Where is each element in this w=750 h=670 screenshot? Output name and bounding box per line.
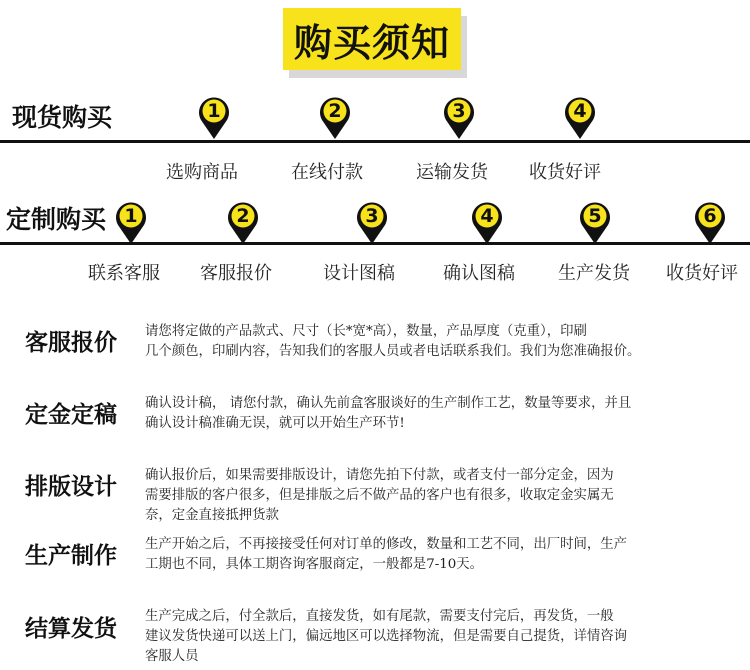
custom-step-marker <box>355 201 389 245</box>
info-text-line: 客服人员 <box>145 649 199 664</box>
stock-step-marker <box>197 96 231 140</box>
custom-section-title: 定制购买 <box>6 205 107 234</box>
info-text-line: 确认设计稿准确无误，就可以开始生产环节! <box>145 416 405 431</box>
info-title: 排版设计 <box>25 474 117 500</box>
info-text <box>145 607 745 667</box>
step-number: 3 <box>452 100 466 122</box>
info-text-line: 建议发货快递可以送上门，偏远地区可以选择物流，但是需要自己提货，详情咨询 <box>145 629 628 644</box>
info-title: 客服报价 <box>25 330 117 356</box>
info-text-line: 确认报价后，如果需要排版设计，请您先拍下付款，或者支付一部分定金，因为 <box>145 468 614 483</box>
step-label: 客服报价 <box>200 263 272 284</box>
info-text <box>145 394 745 434</box>
banner-title: 购买须知 <box>283 8 461 70</box>
step-label: 生产发货 <box>558 263 630 284</box>
step-number: 2 <box>328 100 342 122</box>
step-number: 4 <box>480 205 494 227</box>
custom-step-marker <box>226 201 260 245</box>
step-number: 1 <box>207 100 221 122</box>
info-text-line: 生产开始之后，不再接接受任何对订单的修改，数量和工艺不同，出厂时间，生产 <box>145 537 628 552</box>
step-number: 2 <box>236 205 250 227</box>
step-number: 1 <box>124 205 138 227</box>
info-text <box>145 466 745 526</box>
info-text <box>145 535 745 575</box>
step-label: 收货好评 <box>666 263 738 284</box>
info-title: 生产制作 <box>25 543 117 569</box>
info-text-line: 请您将定做的产品款式、尺寸（长*宽*高），数量，产品厚度（克重），印刷 <box>145 324 587 339</box>
step-number: 3 <box>365 205 379 227</box>
stock-step-marker <box>563 96 597 140</box>
step-label: 联系客服 <box>88 263 160 284</box>
info-text-line: 工期也不同，具体工期咨询客服商定，一般都是7-10天。 <box>145 557 484 572</box>
info-text-line: 奈，定金直接抵押货款 <box>145 508 279 523</box>
info-text-line: 确认设计稿， 请您付款，确认先前盒客服谈好的生产制作工艺，数量等要求，并且 <box>145 396 632 411</box>
custom-step-marker <box>114 201 148 245</box>
stock-section-title: 现货购买 <box>12 103 113 132</box>
step-label: 确认图稿 <box>443 263 515 284</box>
custom-step-marker <box>693 201 727 245</box>
step-label: 在线付款 <box>291 162 363 183</box>
info-text-line: 几个颜色，印刷内容，告知我们的客服人员或者电话联系我们。我们为您准确报价。 <box>145 344 641 359</box>
info-text-line: 需要排版的客户很多，但是排版之后不做产品的客户也有很多，收取定金实属无 <box>145 488 614 503</box>
step-number: 4 <box>573 100 587 122</box>
step-label: 设计图稿 <box>323 263 395 284</box>
stock-step-marker <box>318 96 352 140</box>
custom-step-marker <box>470 201 504 245</box>
step-number: 6 <box>703 205 717 227</box>
step-number: 5 <box>588 205 602 227</box>
banner <box>283 8 468 80</box>
stock-step-marker <box>442 96 476 140</box>
step-label: 选购商品 <box>166 162 238 183</box>
step-label: 运输发货 <box>416 162 488 183</box>
step-label: 收货好评 <box>529 162 601 183</box>
stock-divider <box>0 140 750 143</box>
info-text <box>145 322 745 362</box>
info-title: 结算发货 <box>25 616 117 642</box>
info-text-line: 生产完成之后，付全款后，直接发货，如有尾款，需要支付完后，再发货，一般 <box>145 609 614 624</box>
custom-step-marker <box>578 201 612 245</box>
info-title: 定金定稿 <box>25 402 117 428</box>
